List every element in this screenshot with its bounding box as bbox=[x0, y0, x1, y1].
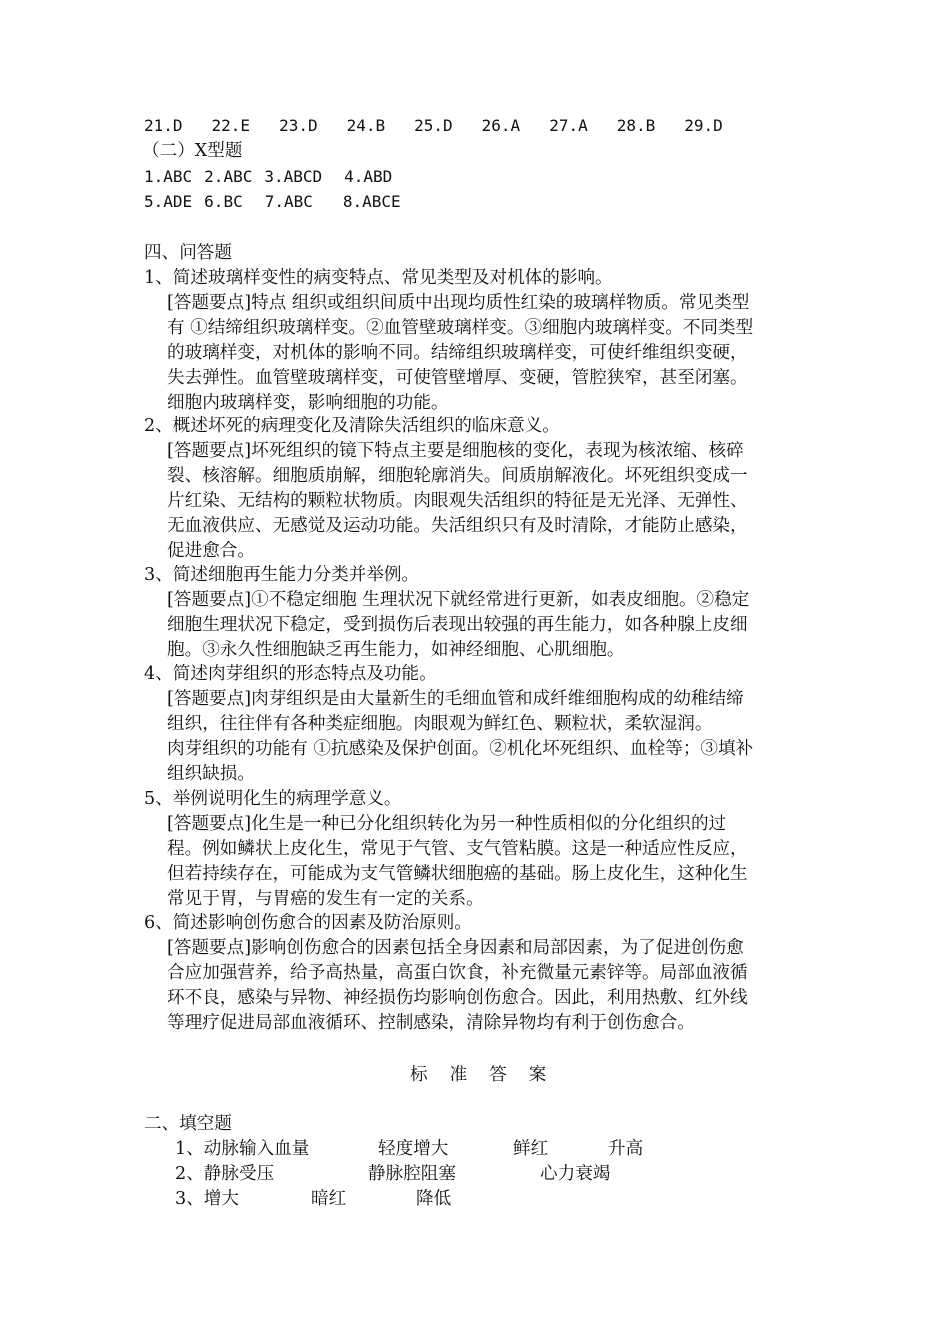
answer-4-line-2: 组织，往往伴有各种类症细胞。肉眼观为鲜红色、颗粒状，柔软湿润。 bbox=[167, 714, 713, 734]
answer-2-line-4: 无血液供应、无感觉及运动功能。失活组织只有及时清除，才能防止感染， bbox=[167, 516, 748, 536]
fill-3-c: 降低 bbox=[416, 1189, 452, 1209]
question-1: 1、简述玻璃样变性的病变特点、常见类型及对机体的影响。 bbox=[144, 268, 613, 288]
x-type-title: （二）X型题 bbox=[142, 141, 243, 161]
answer-25: 25.D bbox=[414, 116, 453, 135]
answer-4-line-3: 肉芽组织的功能有 ①抗感染及保护创面。②机化坏死组织、血栓等；③填补 bbox=[167, 739, 754, 759]
answer-27: 27.A bbox=[549, 116, 588, 135]
question-2: 2、概述坏死的病理变化及清除失活组织的临床意义。 bbox=[144, 416, 560, 436]
answer-1-line-1: [答题要点]特点 组织或组织间质中出现均质性红染的玻璃样物质。常见类型 bbox=[167, 293, 750, 313]
x-answer-8: 8.ABCE bbox=[342, 192, 401, 211]
answer-5-line-2: 程。例如鳞状上皮化生，常见于气管、支气管粘膜。这是一种适应性反应， bbox=[167, 839, 748, 859]
answer-2-line-5: 促进愈合。 bbox=[167, 541, 255, 561]
answer-22: 22.E bbox=[211, 116, 251, 135]
answer-29: 29.D bbox=[684, 116, 723, 135]
mcq-row-21-29 bbox=[144, 114, 723, 138]
x-answer-3: 3.ABCD bbox=[264, 167, 323, 186]
answer-2-line-3: 片红染、无结构的颗粒状物质。肉眼观失活组织的特征是无光泽、无弹性、 bbox=[167, 491, 748, 511]
answer-26: 26.A bbox=[481, 116, 521, 135]
fill-1-a: 1、动脉输入血量 bbox=[175, 1139, 310, 1159]
answer-6-line-3: 环不良，感染与异物、神经损伤均影响创伤愈合。因此，利用热敷、红外线 bbox=[167, 988, 748, 1008]
fill-2-a: 2、静脉受压 bbox=[175, 1164, 275, 1184]
answer-1-line-2: 有 ①结缔组织玻璃样变。②血管壁玻璃样变。③细胞内玻璃样变。不同类型 bbox=[167, 318, 754, 338]
answer-3-line-2: 细胞生理状况下稳定，受到损伤后表现出较强的再生能力，如各种腺上皮细 bbox=[167, 615, 748, 635]
answer-5-line-4: 常见于胃，与胃癌的发生有一定的关系。 bbox=[167, 889, 484, 909]
answer-2-line-1: [答题要点]坏死组织的镜下特点主要是细胞核的变化，表现为核浓缩、核碎 bbox=[167, 441, 744, 461]
answer-1-line-5: 细胞内玻璃样变，影响细胞的功能。 bbox=[167, 393, 449, 413]
x-answer-5: 5.ADE bbox=[144, 192, 193, 211]
question-6: 6、简述影响创伤愈合的因素及防治原则。 bbox=[144, 913, 472, 933]
answer-5-line-1: [答题要点]化生是一种已分化组织转化为另一种性质相似的分化组织的过 bbox=[167, 814, 727, 834]
fill-3-a: 3、增大 bbox=[175, 1189, 239, 1209]
fill-1-d: 升高 bbox=[608, 1139, 644, 1159]
fill-2-b: 静脉腔阻塞 bbox=[368, 1164, 456, 1184]
fill-1-c: 鲜红 bbox=[513, 1139, 549, 1159]
answer-1-line-3: 的玻璃样变，对机体的影响不同。结缔组织玻璃样变，可使纤维组织变硬， bbox=[167, 343, 748, 363]
fill-2-c: 心力衰竭 bbox=[540, 1164, 611, 1184]
fill-blank-title: 二、填空题 bbox=[144, 1114, 232, 1134]
fill-1-b: 轻度增大 bbox=[378, 1139, 449, 1159]
x-answer-6: 6.BC bbox=[204, 192, 243, 211]
answer-6-line-2: 合应加强营养，给予高热量，高蛋白饮食，补充微量元素锌等。局部血液循 bbox=[167, 963, 748, 983]
fill-3-b: 暗红 bbox=[311, 1189, 347, 1209]
answer-28: 28.B bbox=[616, 116, 656, 135]
fill-row-1 bbox=[175, 1136, 643, 1162]
x-type-row-2 bbox=[144, 190, 401, 214]
answer-3-line-3: 胞。③永久性细胞缺乏再生能力，如神经细胞、心肌细胞。 bbox=[167, 640, 625, 660]
fill-row-2 bbox=[175, 1161, 610, 1187]
qa-section-title: 四、问答题 bbox=[144, 243, 232, 263]
answer-3-line-1: [答题要点]①不稳定细胞 生理状况下就经常进行更新，如表皮细胞。②稳定 bbox=[167, 590, 750, 610]
answer-21: 21.D bbox=[144, 116, 183, 135]
question-4: 4、简述肉芽组织的形态特点及功能。 bbox=[144, 664, 437, 684]
standard-answers-title: 标准答案 bbox=[410, 1065, 569, 1085]
x-answer-7: 7.ABC bbox=[264, 192, 313, 211]
answer-6-line-1: [答题要点]影响创伤愈合的因素包括全身因素和局部因素，为了促进创伤愈 bbox=[167, 938, 744, 958]
answer-1-line-4: 失去弹性。血管壁玻璃样变，可使管壁增厚、变硬，管腔狭窄，甚至闭塞。 bbox=[167, 368, 748, 388]
x-answer-1: 1.ABC bbox=[144, 167, 193, 186]
x-answer-4: 4.ABD bbox=[344, 167, 393, 186]
answer-4-line-4: 组织缺损。 bbox=[167, 764, 255, 784]
fill-row-3 bbox=[175, 1186, 451, 1212]
answer-2-line-2: 裂、核溶解。细胞质崩解，细胞轮廓消失。间质崩解液化。坏死组织变成一 bbox=[167, 466, 748, 486]
x-answer-2: 2.ABC bbox=[204, 167, 253, 186]
answer-5-line-3: 但若持续存在，可能成为支气管鳞状细胞癌的基础。肠上皮化生，这种化生 bbox=[167, 864, 748, 884]
answer-24: 24.B bbox=[346, 116, 386, 135]
answer-6-line-4: 等理疗促进局部血液循环、控制感染，清除异物均有利于创伤愈合。 bbox=[167, 1013, 695, 1033]
question-5: 5、举例说明化生的病理学意义。 bbox=[144, 789, 402, 809]
question-3: 3、简述细胞再生能力分类并举例。 bbox=[144, 565, 420, 585]
answer-23: 23.D bbox=[279, 116, 318, 135]
answer-4-line-1: [答题要点]肉芽组织是由大量新生的毛细血管和成纤维细胞构成的幼稚结缔 bbox=[167, 689, 744, 709]
x-type-row-1 bbox=[144, 165, 392, 189]
